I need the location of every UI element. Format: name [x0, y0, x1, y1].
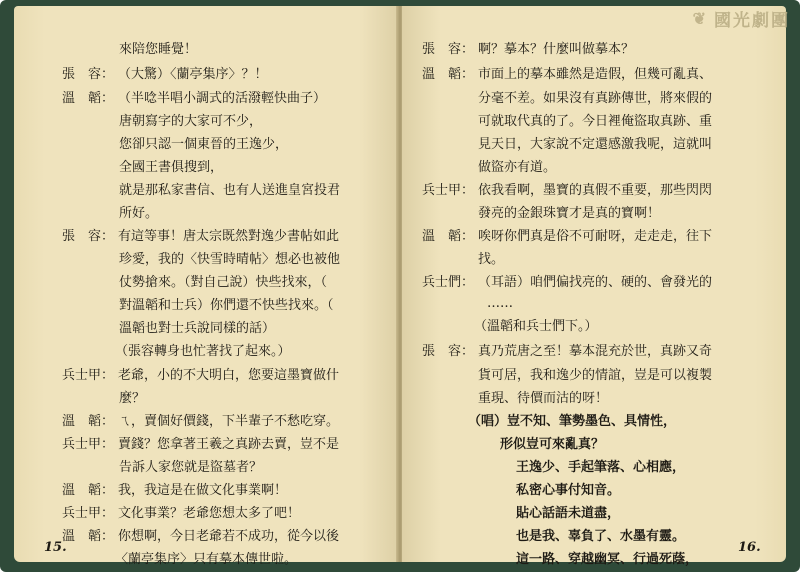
- script-line: 溫 韜： 唉呀你們真是俗不可耐呀，走走走，往下: [422, 229, 713, 244]
- leaf-logo-icon: ❦: [692, 9, 708, 28]
- script-line: 〈蘭亭集序〉只有摹本傳世啦。: [115, 552, 298, 567]
- speaker-label: 兵士甲：: [62, 506, 115, 521]
- script-line: 做盜亦有道。: [478, 160, 557, 175]
- script-line: 兵士甲： 賣錢？您拿著王羲之真跡去賣，豈不是: [62, 437, 340, 452]
- troupe-logo: [693, 6, 790, 31]
- speaker-label: 溫 韜：: [62, 483, 115, 498]
- script-line: 貨可居，我和逸少的情誼，豈是可以複製: [478, 368, 713, 383]
- script-line: 張 容： 啊？摹本？什麼叫做摹本？: [422, 42, 635, 57]
- sung-lyric-line: （唱）豈不知、筆勢墨色、具情性，: [468, 414, 677, 429]
- speaker-label: 兵士甲：: [62, 368, 115, 383]
- speaker-label: 張 容：: [62, 67, 115, 82]
- sung-lyric-line: 王逸少、手起筆落、心相應，: [516, 460, 686, 475]
- script-line: 溫 韜： 我，我這是在做文化事業啊！: [62, 483, 288, 498]
- script-line: 來陪您睡覺！: [119, 42, 198, 57]
- script-line: 珍愛，我的〈快雪時晴帖〉想必也被他: [119, 252, 341, 267]
- speaker-label: 溫 韜：: [422, 229, 475, 244]
- script-line: 兵士甲： 文化事業？老爺您想太多了吧！: [62, 506, 301, 521]
- speaker-label: 兵士甲：: [422, 183, 475, 198]
- sung-lyric-line: 私密心事付知音。: [516, 483, 621, 498]
- script-line: 找。: [478, 252, 505, 267]
- script-line: 溫 韜： ㄟ，賣個好價錢，下半輩子不愁吃穿。: [62, 414, 340, 429]
- script-line: 溫韜也對士兵說同樣的話）: [119, 321, 276, 336]
- script-line: 張 容： 有這等事！唐太宗既然對逸少書帖如此: [62, 229, 340, 244]
- speaker-label: 兵士們：: [422, 275, 475, 290]
- script-line: 告訴人家您就是盜墓者？: [119, 460, 263, 475]
- script-line: 溫 韜： 市面上的摹本雖然是造假，但幾可亂真、: [422, 67, 713, 82]
- logo-text: 國光劇團: [714, 11, 790, 31]
- script-line: 對溫韜和士兵）你們還不快些找來。（: [119, 298, 334, 313]
- script-line: 張 容： （大驚）〈蘭亭集序〉？！: [62, 67, 268, 82]
- script-line: 見天日，大家說不定還感激我呢，這就叫: [478, 137, 713, 152]
- script-line: 溫 韜： （半唸半唱小調式的活潑輕快曲子）: [62, 91, 327, 106]
- stage-direction: （溫韜和兵士們下。）: [474, 319, 598, 334]
- sung-lyric-line: 這一路、穿越幽冥、行過死蔭，: [516, 552, 699, 567]
- speaker-label: 溫 韜：: [422, 67, 475, 82]
- script-line: 全國王書俱搜到，: [119, 160, 224, 175]
- speaker-label: 溫 韜：: [62, 529, 115, 544]
- script-line: 您卻只認一個東晉的王逸少，: [119, 137, 289, 152]
- speaker-label: 溫 韜：: [62, 91, 115, 106]
- script-line: 就是那私家書信、也有人送進皇宮投君: [119, 183, 341, 198]
- script-line: 發亮的金銀珠寶才是真的寶啊！: [478, 206, 661, 221]
- sung-lyric-line: 貼心話語未道盡，: [516, 506, 621, 521]
- page-number-right: 16.: [738, 540, 761, 555]
- script-line: 所好。: [119, 206, 159, 221]
- speaker-label: 張 容：: [422, 344, 475, 359]
- speaker-label: 張 容：: [422, 42, 475, 57]
- sung-lyric-line: 形似豈可來亂真？: [500, 437, 605, 452]
- script-line: 張 容： 真乃荒唐之至！摹本混充於世，真跡又奇: [422, 344, 713, 359]
- sung-lyric-line: 也是我、辜負了、水墨有靈。: [516, 529, 686, 544]
- speaker-label: 張 容：: [62, 229, 115, 244]
- script-line: 重現、待價而沽的呀！: [478, 391, 609, 406]
- script-line: 仗勢搶來。（對自己說）快些找來，（: [119, 275, 328, 290]
- script-line: 分毫不差。如果沒有真跡傳世，將來假的: [478, 91, 713, 106]
- script-line: 兵士們： （耳語）咱們偏找亮的、硬的、會發光的: [422, 275, 713, 290]
- speaker-label: 溫 韜：: [62, 414, 115, 429]
- script-line: 可就取代真的了。今日裡俺盜取真跡、重: [478, 114, 713, 129]
- script-line: 兵士甲： 依我看啊，墨寶的真假不重要，那些閃閃: [422, 183, 713, 198]
- script-line: 兵士甲： 老爺，小的不大明白，您要這墨寶做什: [62, 368, 340, 383]
- script-line: 唐朝寫字的大家可不少，: [119, 114, 263, 129]
- speaker-label: 兵士甲：: [62, 437, 115, 452]
- page-number-left: 15.: [44, 540, 67, 555]
- script-line: 麼？: [119, 391, 146, 406]
- stage-direction: （張容轉身也忙著找了起來。）: [115, 344, 291, 359]
- script-line: 溫 韜： 你想啊，今日老爺若不成功，從今以後: [62, 529, 340, 544]
- script-line: ……: [487, 296, 513, 311]
